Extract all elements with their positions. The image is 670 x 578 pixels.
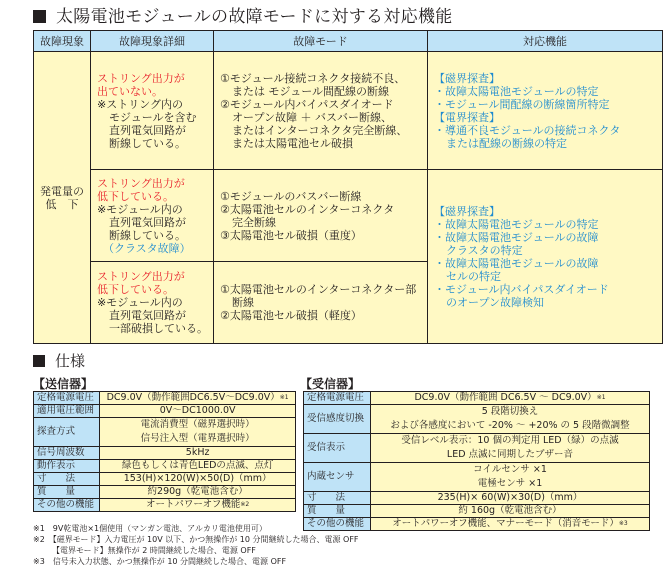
- mode-cell: [214, 262, 428, 344]
- spec-value: 約290g（乾電池含む）: [100, 486, 296, 499]
- spec-row: [34, 418, 296, 447]
- spec-row: [304, 492, 650, 505]
- function-cell-shared: [428, 170, 663, 344]
- spec-key: 受信感度切換: [304, 405, 371, 434]
- section-title-fault-modes: [33, 6, 453, 28]
- footnote: ※2 【磁界モード】入力電圧が 10V 以下、かつ無操作が 10 分間継続した場合、電源 OFF: [33, 535, 359, 544]
- fault-mode-table: [33, 30, 663, 344]
- spec-value: 約 160g（乾電池含む）: [371, 505, 650, 518]
- spec-key: 質 量: [304, 505, 371, 518]
- table-row: [34, 170, 663, 262]
- square-bullet-icon: [33, 355, 45, 367]
- function-line: 【電界探査】: [434, 110, 500, 124]
- mode-line: ③太陽電池セル破損（重度）: [220, 228, 362, 242]
- spec-row: [34, 460, 296, 473]
- function-line: 【磁界探査】: [434, 204, 500, 218]
- transmitter-spec-table: [33, 391, 296, 512]
- function-line: クラスタの特定: [446, 243, 523, 257]
- spec-value: 153(H)×120(W)×50(D)（mm）: [100, 473, 296, 486]
- spec-value-line: 受信レベル表示：10 個の判定用 LED（緑）の点滅: [401, 435, 619, 446]
- footnote-ref: ※1: [596, 394, 606, 401]
- spec-value: 5kHz: [100, 447, 296, 460]
- detail-line: 直列電気回路が: [109, 123, 186, 137]
- function-line: ・モジュール内バイパスダイオード: [434, 282, 609, 296]
- spec-key: その他の機能: [304, 518, 371, 531]
- detail-cell: [91, 262, 214, 344]
- function-line: セルの特定: [446, 269, 501, 283]
- title-text: 太陽電池モジュールの故障モードに対する対応機能: [56, 7, 453, 27]
- detail-red-line: 低下している。: [97, 189, 174, 203]
- footnotes: [33, 523, 359, 567]
- footnote: ※3 信号未入力状態、かつ無操作が 10 分間継続した場合、電源 OFF: [33, 557, 287, 566]
- mode-line: または モジュール間配線の断線: [232, 84, 390, 98]
- spec-value: [371, 392, 650, 405]
- mode-line: ②太陽電池セルのインターコネクタ: [220, 202, 395, 216]
- function-line: ・モジュール間配線の断線箇所特定: [434, 97, 610, 111]
- phenomenon-cell: [34, 52, 91, 344]
- receiver-spec-table: [303, 391, 650, 531]
- mode-line: 断線: [232, 296, 254, 309]
- mode-line: オープン故障 ＋ バスバー断線、: [232, 110, 393, 124]
- detail-cell: [91, 170, 214, 262]
- detail-line: ※モジュール内の: [97, 296, 183, 309]
- spec-value-line: LED 点滅に同期したブザー音: [446, 449, 574, 460]
- phenomenon-line: 低 下: [45, 197, 79, 211]
- spec-row: [34, 392, 296, 405]
- spec-row: [304, 505, 650, 518]
- spec-key: 寸 法: [304, 492, 371, 505]
- spec-key: 探査方式: [34, 418, 100, 447]
- spec-row: [34, 405, 296, 418]
- mode-cell: [214, 52, 428, 170]
- function-line: のオープン故障検知: [446, 295, 545, 309]
- spec-value-text: DC9.0V（動作範囲DC6.5V～DC9.0V）: [106, 392, 280, 403]
- header-detail: 故障現象詳細: [91, 31, 214, 52]
- spec-value-line: 信号注入型（電界選択時）: [140, 433, 255, 444]
- function-line: 【磁界探査】: [434, 71, 500, 85]
- detail-line: ※モジュール内の: [97, 202, 183, 216]
- spec-value: [100, 418, 296, 447]
- spec-value-text: オートパワーオフ機能: [146, 499, 241, 510]
- header-phenomenon: 故障現象: [34, 31, 91, 52]
- spec-value-line: 電流消費型（磁界選択時）: [140, 419, 255, 430]
- detail-line: ※ストリング内の: [97, 97, 183, 111]
- spec-row: [34, 473, 296, 486]
- table-header-row: [34, 31, 663, 52]
- footnote-ref: ※3: [618, 520, 628, 527]
- spec-key: 信号周波数: [34, 447, 100, 460]
- table-row: [34, 52, 663, 170]
- detail-cell: [91, 52, 214, 170]
- spec-key: その他の機能: [34, 499, 100, 512]
- spec-row: [34, 447, 296, 460]
- header-mode: 故障モード: [214, 31, 428, 52]
- detail-red-line: 出ていない。: [97, 84, 163, 98]
- spec-value-text: DC9.0V（動作範囲 DC6.5V ～ DC9.0V）: [414, 392, 597, 403]
- detail-red-line: 低下している。: [97, 283, 174, 296]
- detail-line: 断線している。: [109, 228, 186, 242]
- spec-row: [304, 405, 650, 434]
- transmitter-heading: 【送信器】: [33, 377, 94, 391]
- spec-key: 内蔵センサ: [304, 463, 371, 492]
- spec-key: 適用電圧範囲: [34, 405, 100, 418]
- footnote-ref: ※2: [240, 501, 250, 508]
- function-line: ・故障太陽電池モジュールの特定: [434, 217, 599, 231]
- phenomenon-line: 発電量の: [40, 184, 84, 198]
- detail-red-line: ストリング出力が: [97, 270, 185, 283]
- mode-cell: [214, 170, 428, 262]
- detail-line: 一部破損している。: [109, 322, 208, 335]
- receiver-heading: 【受信器】: [300, 377, 361, 391]
- spec-value: [371, 434, 650, 463]
- function-line: または配線の断線の特定: [446, 136, 567, 150]
- detail-line: 断線している。: [109, 136, 186, 150]
- spec-value: 緑色もしくは青色LEDの点滅、点灯: [100, 460, 296, 473]
- mode-line: ①モジュール接続コネクタ接続不良、: [220, 71, 406, 85]
- mode-line: 完全断線: [232, 215, 276, 229]
- spec-key: 定格電源電圧: [304, 392, 371, 405]
- function-line: ・導通不良モジュールの接続コネクタ: [434, 123, 621, 137]
- spec-row: [304, 434, 650, 463]
- spec-value: [100, 392, 296, 405]
- mode-line: または太陽電池セル破損: [232, 136, 353, 150]
- spec-value: [371, 518, 650, 531]
- spec-row: [304, 392, 650, 405]
- spec-key: 寸 法: [34, 473, 100, 486]
- spec-value: [100, 499, 296, 512]
- spec-key: 受信表示: [304, 434, 371, 463]
- function-line: ・故障太陽電池モジュールの故障: [434, 230, 599, 244]
- mode-line: ②モジュール内バイパスダイオード: [220, 97, 394, 111]
- spec-value-line: コイルセンサ ×1: [473, 464, 547, 475]
- spec-value-line: 5 段階切換え: [481, 406, 539, 417]
- detail-red-line: ストリング出力が: [97, 176, 185, 190]
- cluster-fault-label: （クラスタ故障）: [103, 241, 191, 255]
- spec-value: [371, 463, 650, 492]
- section-title-specs: [33, 352, 85, 370]
- mode-line: ①モジュールのバスバー断線: [220, 189, 362, 203]
- spec-value: 0V～DC1000.0V: [100, 405, 296, 418]
- function-line: ・故障太陽電池モジュールの故障: [434, 256, 599, 270]
- detail-line: モジュールを含む: [109, 110, 197, 124]
- header-function: 対応機能: [428, 31, 663, 52]
- spec-key: 動作表示: [34, 460, 100, 473]
- mode-line: またはインターコネクタ完全断線、: [232, 123, 408, 137]
- spec-value-line: 電極センサ ×1: [477, 478, 543, 489]
- footnote: 【電界モード】無操作が 2 時間継続した場合、電源 OFF: [52, 546, 256, 555]
- spec-row: [34, 499, 296, 512]
- footnote-ref: ※1: [279, 394, 289, 401]
- function-cell: [428, 52, 663, 170]
- spec-key: 定格電源電圧: [34, 392, 100, 405]
- spec-value-line: および各感度において -20% ～ +20% の 5 段階微調整: [390, 420, 630, 431]
- spec-row: [304, 463, 650, 492]
- spec-value: 235(H)× 60(W)×30(D)（mm）: [371, 492, 650, 505]
- square-bullet-icon: [33, 10, 46, 23]
- spec-row: [34, 486, 296, 499]
- detail-red-line: ストリング出力が: [97, 71, 185, 85]
- detail-line: 直列電気回路が: [109, 309, 186, 322]
- spec-value: [371, 405, 650, 434]
- mode-line: ②太陽電池セル破損（軽度）: [220, 309, 362, 322]
- detail-line: 直列電気回路が: [109, 215, 186, 229]
- spec-value-text: オートパワーオフ機能、マナーモード（消音モード）: [392, 518, 619, 529]
- footnote: ※1 9V乾電池×1個使用（マンガン電池、アルカリ電池使用可）: [33, 524, 267, 533]
- function-line: ・故障太陽電池モジュールの特定: [434, 84, 599, 98]
- title-text: 仕様: [55, 352, 86, 370]
- spec-key: 質 量: [34, 486, 100, 499]
- mode-line: ①太陽電池セルのインターコネクター部: [220, 283, 417, 296]
